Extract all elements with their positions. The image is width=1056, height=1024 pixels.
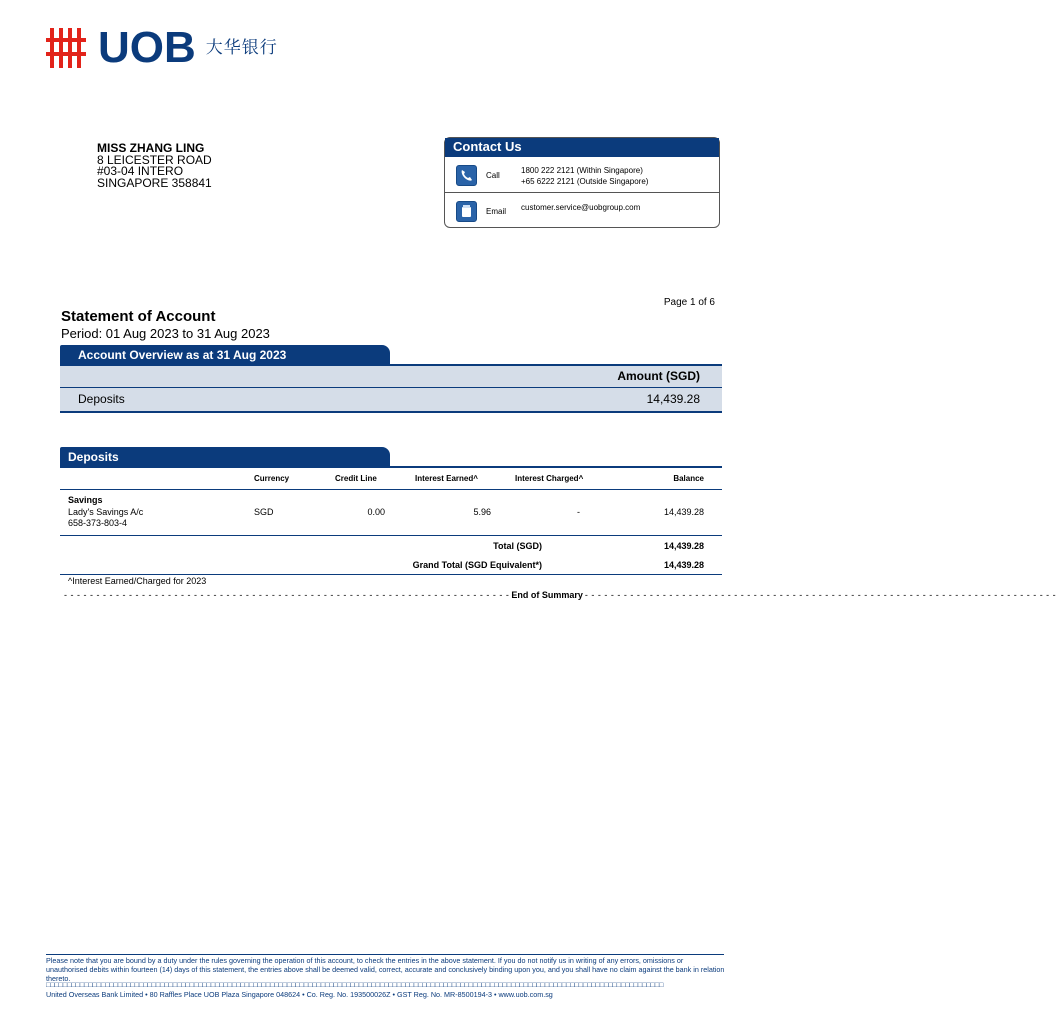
col-header-balance: Balance [673, 474, 704, 483]
address-line-2: #03-04 INTERO [97, 164, 184, 178]
total-label: Total (SGD) [493, 541, 542, 551]
deposit-credit-line: 0.00 [367, 507, 385, 517]
deposits-tab: Deposits [60, 447, 390, 467]
overview-header-row [60, 366, 722, 388]
col-header-interest-charged: Interest Charged^ [515, 474, 584, 483]
email-label: Email [486, 207, 507, 216]
dash-left: - - - - - - - - - - - - - - - - - - - - - - - - - - - - - - - - - - - - - - - - - - - - - - - - - - - - - - - - - - - - - - - - - - - - - [64, 590, 510, 600]
deposit-interest-earned: 5.96 [473, 507, 491, 517]
contact-us-title: Contact Us [445, 138, 719, 157]
deposits-row-rule [60, 535, 722, 536]
contact-email-row [445, 193, 719, 227]
col-header-currency: Currency [254, 474, 290, 483]
deposit-account-number: 658-373-803-4 [68, 518, 128, 528]
grand-total-value: 14,439.28 [663, 560, 704, 570]
footer-company-info: United Overseas Bank Limited • 80 Raffles Place UOB Plaza Singapore 048624 • Co. Reg. No. 193500026Z • GST Reg. No. MR-8500194-3 • www.uob.com.sg [46, 990, 553, 999]
overview-deposits-value: 14,439.28 [646, 392, 700, 406]
call-label: Call [486, 171, 500, 180]
deposits-bottom-rule [60, 574, 722, 575]
total-value: 14,439.28 [663, 541, 704, 551]
logo-chinese-text: 大华银行 [205, 37, 278, 58]
account-overview-tab: Account Overview as at 31 Aug 2023 [60, 345, 390, 365]
deposit-category: Savings [68, 495, 103, 505]
logo-text: UOB [98, 23, 196, 72]
email-icon [456, 201, 477, 222]
page-number: Page 1 of 6 [663, 297, 715, 308]
interest-footnote: ^Interest Earned/Charged for 2023 [68, 576, 207, 586]
address-line-3: SINGAPORE 358841 [97, 175, 212, 190]
overview-deposits-label: Deposits [78, 392, 125, 406]
footer-rule [46, 954, 724, 955]
col-header-credit-line: Credit Line [335, 474, 377, 483]
deposit-interest-charged: - [577, 507, 580, 517]
uob-logo-mark-icon [46, 26, 90, 70]
footer-encoded-characters: □□□□□□□□□□□□□□□□□□□□□□□□□□□□□□□□□□□□□□□□□□□□□□□□□□□□□□□□□□□□□□□□□□□□□□□□□□□□□□□□□□□□□□□□□□□□□□□□□□□□□□□□□□□□□□□□□□□□□□□□□□□□□□□□□□□□□□□□□□□□□□□□□□ [46, 982, 664, 989]
deposit-account-name: Lady's Savings A/c [68, 507, 144, 517]
call-number-local[interactable]: 1800 222 2121 (Within Singapore) [521, 166, 643, 175]
statement-title: Statement of Account [61, 308, 216, 325]
amount-header: Amount (SGD) [617, 369, 700, 383]
email-address[interactable]: customer.service@uobgroup.com [521, 203, 641, 212]
grand-total-label: Grand Total (SGD Equivalent*) [412, 560, 542, 570]
deposit-currency: SGD [254, 507, 274, 517]
end-of-summary-divider [64, 590, 1056, 600]
mailing-address [97, 143, 212, 189]
uob-logo [46, 23, 278, 72]
dash-right: - - - - - - - - - - - - - - - - - - - - - - - - - - - - - - - - - - - - - - - - - - - - - - - - - - - - - - - - - - - - - - - - - - - - - - - - - [584, 590, 1056, 600]
phone-icon [456, 165, 477, 186]
contact-us-box [444, 137, 720, 228]
footer-notice: Please note that you are bound by a duty under the rules governing the operation of this account, to check the entries in the above statement. If you do not notify us in writing of any errors, omissions or unauthorised debits within fourteen (14) days of this statement, the entries above shall be deemed valid, correct, accurate and conclusively binding upon you, and you shall have no claim against the bank in relation thereto. [46, 956, 725, 983]
call-number-overseas[interactable]: +65 6222 2121 (Outside Singapore) [521, 177, 649, 186]
customer-name: MISS ZHANG LING [97, 141, 205, 155]
contact-call-row [445, 158, 719, 193]
col-header-interest-earned: Interest Earned^ [415, 474, 478, 483]
deposit-balance: 14,439.28 [663, 507, 704, 517]
deposits-top-rule [60, 466, 722, 468]
call-numbers [521, 165, 648, 187]
deposits-header-rule [60, 489, 722, 490]
statement-period: Period: 01 Aug 2023 to 31 Aug 2023 [61, 326, 270, 341]
end-of-summary-text: End of Summary [511, 590, 583, 600]
address-line-1: 8 LEICESTER ROAD [97, 152, 212, 167]
overview-deposits-row [60, 388, 722, 413]
